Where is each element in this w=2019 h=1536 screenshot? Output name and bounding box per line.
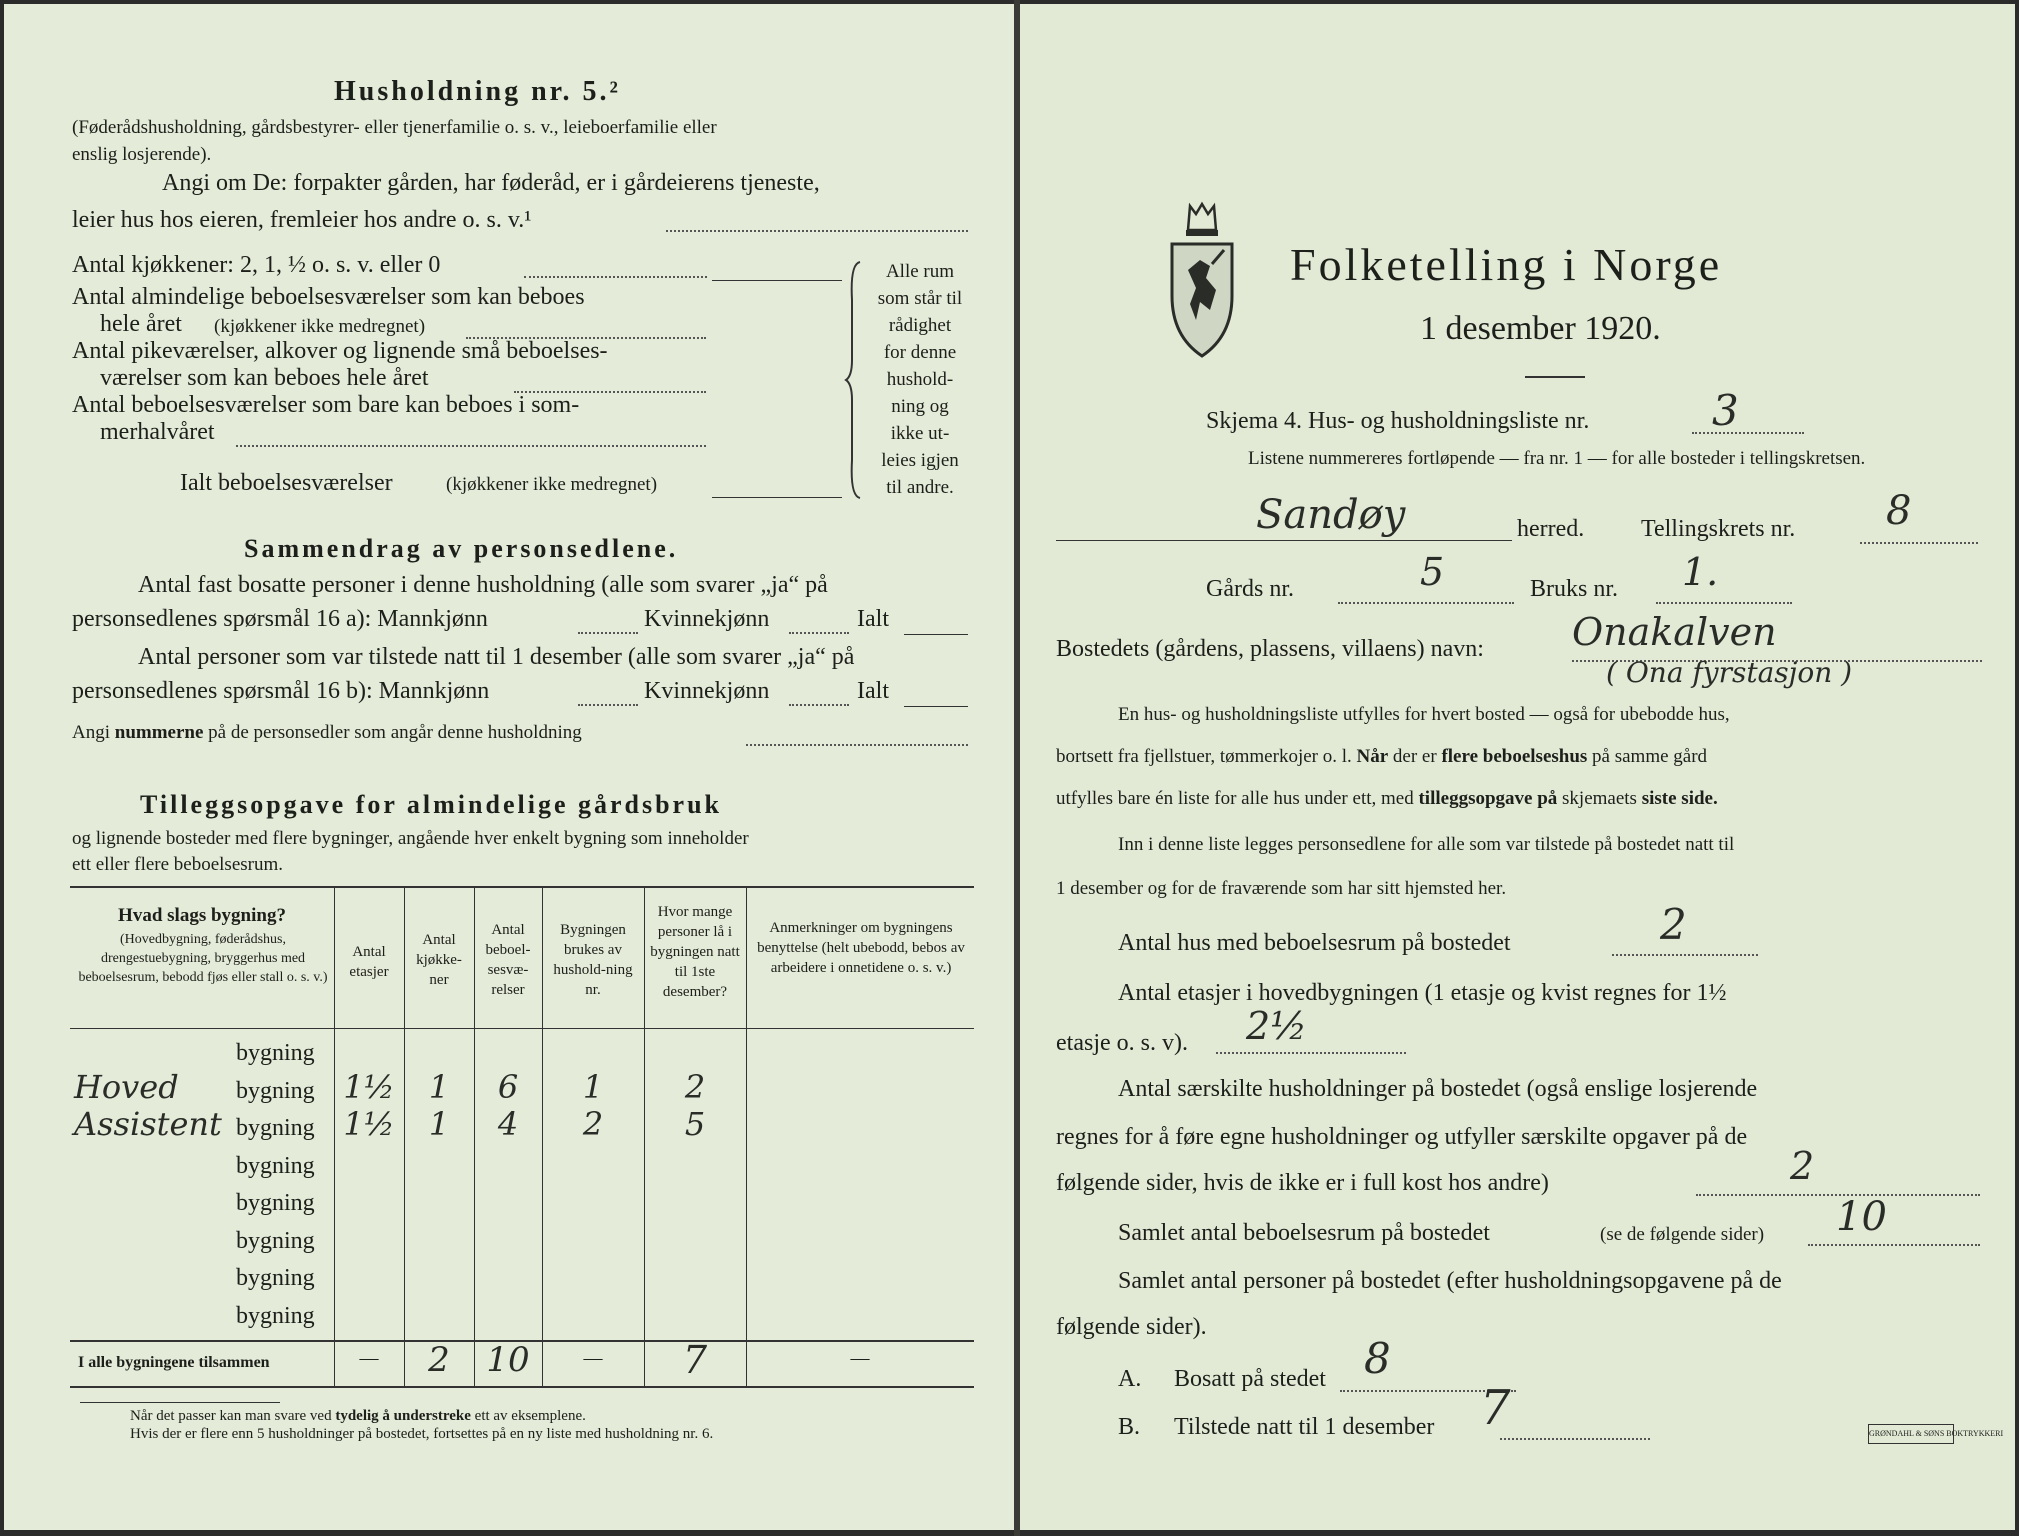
building-label: bygning: [236, 1227, 315, 1254]
hus-value: 2: [1660, 900, 1687, 949]
table-bottom-border: [70, 1386, 974, 1388]
side-note-line: rådighet: [888, 315, 952, 336]
etasjer-line-2: etasje o. s. v).: [1056, 1030, 1188, 1056]
skjema-value: 3: [1712, 386, 1739, 435]
table-top-border: [70, 886, 974, 888]
b-text: Tilstede natt til 1 desember: [1174, 1414, 1435, 1440]
household-title: Husholdning nr. 5.²: [334, 76, 621, 107]
pers-line-2: følgende sider).: [1056, 1314, 1207, 1340]
fast-ialt-label: Ialt: [857, 606, 889, 632]
instr-4: Inn i denne liste legges personsedlene for alle som var tilstede på bostedet natt til: [1118, 834, 1735, 855]
fast-kvinne-label: Kvinnekjønn: [644, 606, 770, 632]
angi-line-1: Angi om De: forpakter gården, har føderåd, er i gårdeierens tjeneste,: [162, 170, 820, 196]
hus-label: Antal hus med beboelsesrum på bostedet: [1118, 930, 1511, 956]
building-type: Hoved: [74, 1067, 179, 1106]
listene-text: Listene nummereres fortløpende — fra nr. 1 — for alle bosteder i tellingskretsen.: [1248, 448, 1866, 469]
rum-line: [1808, 1244, 1980, 1246]
side-note-line: leies igjen: [881, 450, 959, 471]
table-header-border: [70, 1028, 974, 1029]
hush-value: 2: [1790, 1144, 1815, 1188]
rum-value: 10: [1836, 1194, 1887, 1240]
census-date: 1 desember 1920.: [1420, 310, 1661, 347]
tilstede-line-1: Antal personer som var tilstede natt til 1 desember (alle som svarer „ja“ på: [138, 644, 855, 670]
total-personer: 7: [682, 1338, 708, 1382]
footnote-2: Hvis der er flere enn 5 husholdninger på bostedet, fortsettes på en ny liste med husholdning nr. 6.: [130, 1426, 714, 1442]
header-kjokkener: Antal kjøkke-ner: [416, 932, 462, 988]
herred-value: Sandøy: [1256, 492, 1406, 538]
sammendrag-title: Sammendrag av personsedlene.: [244, 534, 679, 563]
total-vaerelser: 10: [486, 1340, 530, 1380]
total-anm: —: [850, 1348, 870, 1369]
a-text: Bosatt på stedet: [1174, 1366, 1326, 1392]
gards-value: 5: [1420, 550, 1445, 594]
herred-label: herred.: [1517, 516, 1585, 542]
side-note-line: som står til: [877, 288, 963, 309]
cell-kjokkener: 1: [428, 1105, 450, 1143]
tilstede-line-2: personsedlenes spørsmål 16 b): Mannkjønn: [72, 678, 490, 704]
fast-line-2: personsedlenes spørsmål 16 a): Mannkjønn: [72, 606, 488, 632]
total-etasjer: —: [359, 1348, 379, 1369]
bruks-line: [1656, 602, 1792, 604]
bosted-value: Onakalven: [1572, 610, 1777, 654]
tilstede-kvinne-label: Kvinnekjønn: [644, 678, 770, 704]
alm-label-2: hele året: [100, 311, 182, 337]
left-page: [4, 4, 1014, 1530]
norway-coat-of-arms-icon: [1166, 200, 1238, 360]
b-label: B.: [1118, 1414, 1141, 1440]
skjema-label: Skjema 4. Hus- og husholdningsliste nr.: [1206, 408, 1590, 434]
bruks-label: Bruks nr.: [1530, 576, 1619, 602]
tellingskrets-line: [1860, 542, 1978, 544]
building-label: bygning: [236, 1265, 315, 1291]
header-vaerelser: Antal beboel-sesvæ-relser: [485, 922, 531, 998]
household-subtitle-2: enslig losjerende).: [72, 144, 212, 165]
rum-label: Samlet antal beboelsesrum på bostedet: [1118, 1220, 1490, 1246]
gards-line: [1338, 602, 1514, 604]
total-kjokkener: 2: [428, 1340, 450, 1380]
household-subtitle: (Føderådshusholdning, gårdsbestyrer- eller tjenerfamilie o. s. v., leieboerfamilie eller: [72, 117, 717, 138]
tillegg-sub-1: og lignende bosteder med flere bygninger, angående hver enkelt bygning som inneholder: [72, 828, 749, 849]
a-label: A.: [1118, 1366, 1142, 1392]
tillegg-title: Tilleggsopgave for almindelige gårdsbruk: [140, 790, 723, 819]
tillegg-sub-2: ett eller flere beboelsesrum.: [72, 854, 284, 875]
tilstede-mann: [578, 704, 638, 706]
etasjer-line: [1216, 1052, 1406, 1054]
hush-line-3: følgende sider, hvis de ikke er i full kost hos andre): [1056, 1170, 1549, 1196]
hush-line-2: regnes for å føre egne husholdninger og utfyller særskilte opgaver på de: [1056, 1124, 1748, 1150]
pike-label: Antal pikeværelser, alkover og lignende små beboelses-: [72, 338, 608, 364]
tellingskrets-label: Tellingskrets nr.: [1641, 516, 1796, 542]
alm-note: (kjøkkener ikke medregnet): [214, 316, 426, 337]
angi-nummerne-line: [746, 744, 968, 746]
cell-etasjer: 1½: [343, 1105, 395, 1143]
b-value: 7: [1480, 1380, 1511, 1436]
fast-kvinne: [789, 632, 849, 634]
tilstede-ialt: [904, 706, 968, 707]
cell-brukes: 2: [582, 1105, 604, 1143]
angi-answer-line: [666, 230, 968, 232]
bruks-value: 1.: [1682, 550, 1719, 594]
kjokkener-dots: [524, 276, 707, 278]
angi-nummerne: Angi nummerne på de personsedler som angår denne husholdning: [72, 722, 582, 743]
footnote-rule: [80, 1402, 280, 1403]
cell-personer: 5: [684, 1105, 706, 1143]
col-divider: [746, 888, 747, 1386]
side-note-line: Alle rum: [885, 261, 955, 282]
bosted-value-2: ( Ona fyrstasjon ): [1606, 656, 1853, 689]
side-note-line: til andre.: [886, 477, 954, 498]
cell-etasjer: 1½: [343, 1067, 395, 1106]
fast-ialt: [904, 634, 968, 635]
kjokkener-answer: [712, 280, 842, 281]
building-label: bygning: [236, 1190, 315, 1216]
building-label: bygning: [236, 1040, 315, 1066]
census-title: Folketelling i Norge: [1290, 239, 1723, 290]
ialt-note: (kjøkkener ikke medregnet): [446, 474, 658, 495]
b-line: [1500, 1438, 1650, 1440]
ialt-answer: [712, 497, 842, 498]
side-note-line: ning og: [891, 396, 949, 417]
side-note-line: for denne: [883, 342, 957, 363]
title-rule: [1525, 376, 1585, 378]
tilstede-ialt-label: Ialt: [857, 678, 889, 704]
header-slags-title: Hvad slags bygning?: [118, 905, 286, 926]
pers-line-1: Samlet antal personer på bostedet (efter husholdningsopgavene på de: [1118, 1268, 1782, 1294]
building-label: bygning: [236, 1302, 315, 1329]
side-note-line: hushold-: [886, 369, 954, 390]
building-label: bygning: [236, 1152, 315, 1179]
sommer-label: Antal beboelsesværelser som bare kan beboes i som-: [72, 392, 580, 418]
building-label: bygning: [236, 1115, 315, 1141]
fast-line-1: Antal fast bosatte personer i denne husholdning (alle som svarer „ja“ på: [138, 572, 828, 598]
cell-kjokkener: 1: [428, 1067, 450, 1106]
tellingskrets-value: 8: [1886, 488, 1912, 534]
fast-mann: [578, 632, 638, 634]
skjema-line: [1692, 432, 1804, 434]
instr-5: 1 desember og for de fraværende som har sitt hjemsted her.: [1056, 878, 1507, 899]
angi-line-2: leier hus hos eieren, fremleier hos andre o. s. v.¹: [72, 207, 532, 233]
cell-vaerelser: 6: [497, 1067, 519, 1106]
side-note: [870, 258, 970, 501]
footnote-1: Når det passer kan man svare ved tydelig å understreke ett av eksemplene.: [130, 1408, 586, 1424]
printer-stamp: GRØNDAHL & SØNS BOKTRYKKERI: [1868, 1424, 1954, 1444]
ialt-label: Ialt beboelsesværelser: [180, 470, 393, 496]
kjokkener-label: Antal kjøkkener: 2, 1, ½ o. s. v. eller 0: [72, 252, 441, 278]
sommer-dots: [236, 445, 706, 447]
hus-line: [1612, 954, 1758, 956]
cell-personer: 2: [684, 1067, 706, 1106]
etasjer-line-1: Antal etasjer i hovedbygningen (1 etasje og kvist regnes for 1½: [1118, 980, 1727, 1006]
header-etasjer: Antal etasjer: [349, 944, 389, 980]
total-brukes: —: [583, 1348, 603, 1369]
building-type: Assistent: [74, 1105, 222, 1143]
pike-label-2: værelser som kan beboes hele året: [100, 365, 429, 391]
brace-icon: [844, 260, 866, 500]
rum-note: (se de følgende sider): [1600, 1224, 1765, 1245]
bosted-label: Bostedets (gårdens, plassens, villaens) navn:: [1056, 636, 1484, 662]
right-page: [1020, 4, 2015, 1530]
alm-label: Antal almindelige beboelsesværelser som kan beboes: [72, 284, 585, 310]
instr-3: utfylles bare én liste for alle hus under ett, med tilleggsopgave på skjemaets siste side.: [1056, 788, 1718, 809]
herred-line: [1056, 540, 1512, 541]
header-brukes: Bygningen brukes av hushold-ning nr.: [553, 922, 633, 998]
building-label: bygning: [236, 1077, 315, 1104]
a-value: 8: [1364, 1334, 1391, 1383]
etasjer-value: 2½: [1246, 1004, 1308, 1048]
header-personer: Hvor mange personer lå i bygningen natt til 1ste desember?: [650, 904, 740, 1000]
total-label: I alle bygningene tilsammen: [78, 1354, 270, 1371]
instr-2: bortsett fra fjellstuer, tømmerkojer o. l. Når der er flere beboelseshus på samme gård: [1056, 746, 1708, 767]
instr-1: En hus- og husholdningsliste utfylles for hvert bosted — også for ubebodde hus,: [1118, 704, 1730, 725]
header-anm: Anmerkninger om bygningens benyttelse (helt ubebodd, bebos av arbeidere i onnetidene o. s. v.): [757, 920, 965, 976]
cell-brukes: 1: [582, 1067, 604, 1106]
tilstede-kvinne: [789, 704, 849, 706]
side-note-line: ikke ut-: [890, 423, 950, 444]
gards-label: Gårds nr.: [1206, 576, 1294, 602]
cell-vaerelser: 4: [497, 1105, 519, 1143]
sommer-label-2: merhalvåret: [100, 419, 215, 445]
hush-line-1: Antal særskilte husholdninger på bostedet (også enslige losjerende: [1118, 1076, 1758, 1102]
header-slags-body: (Hovedbygning, føderådshus, drengestuebygning, bryggerhus med beboelsesrum, bebodd fjøs eller stall o. s. v.): [78, 932, 328, 985]
